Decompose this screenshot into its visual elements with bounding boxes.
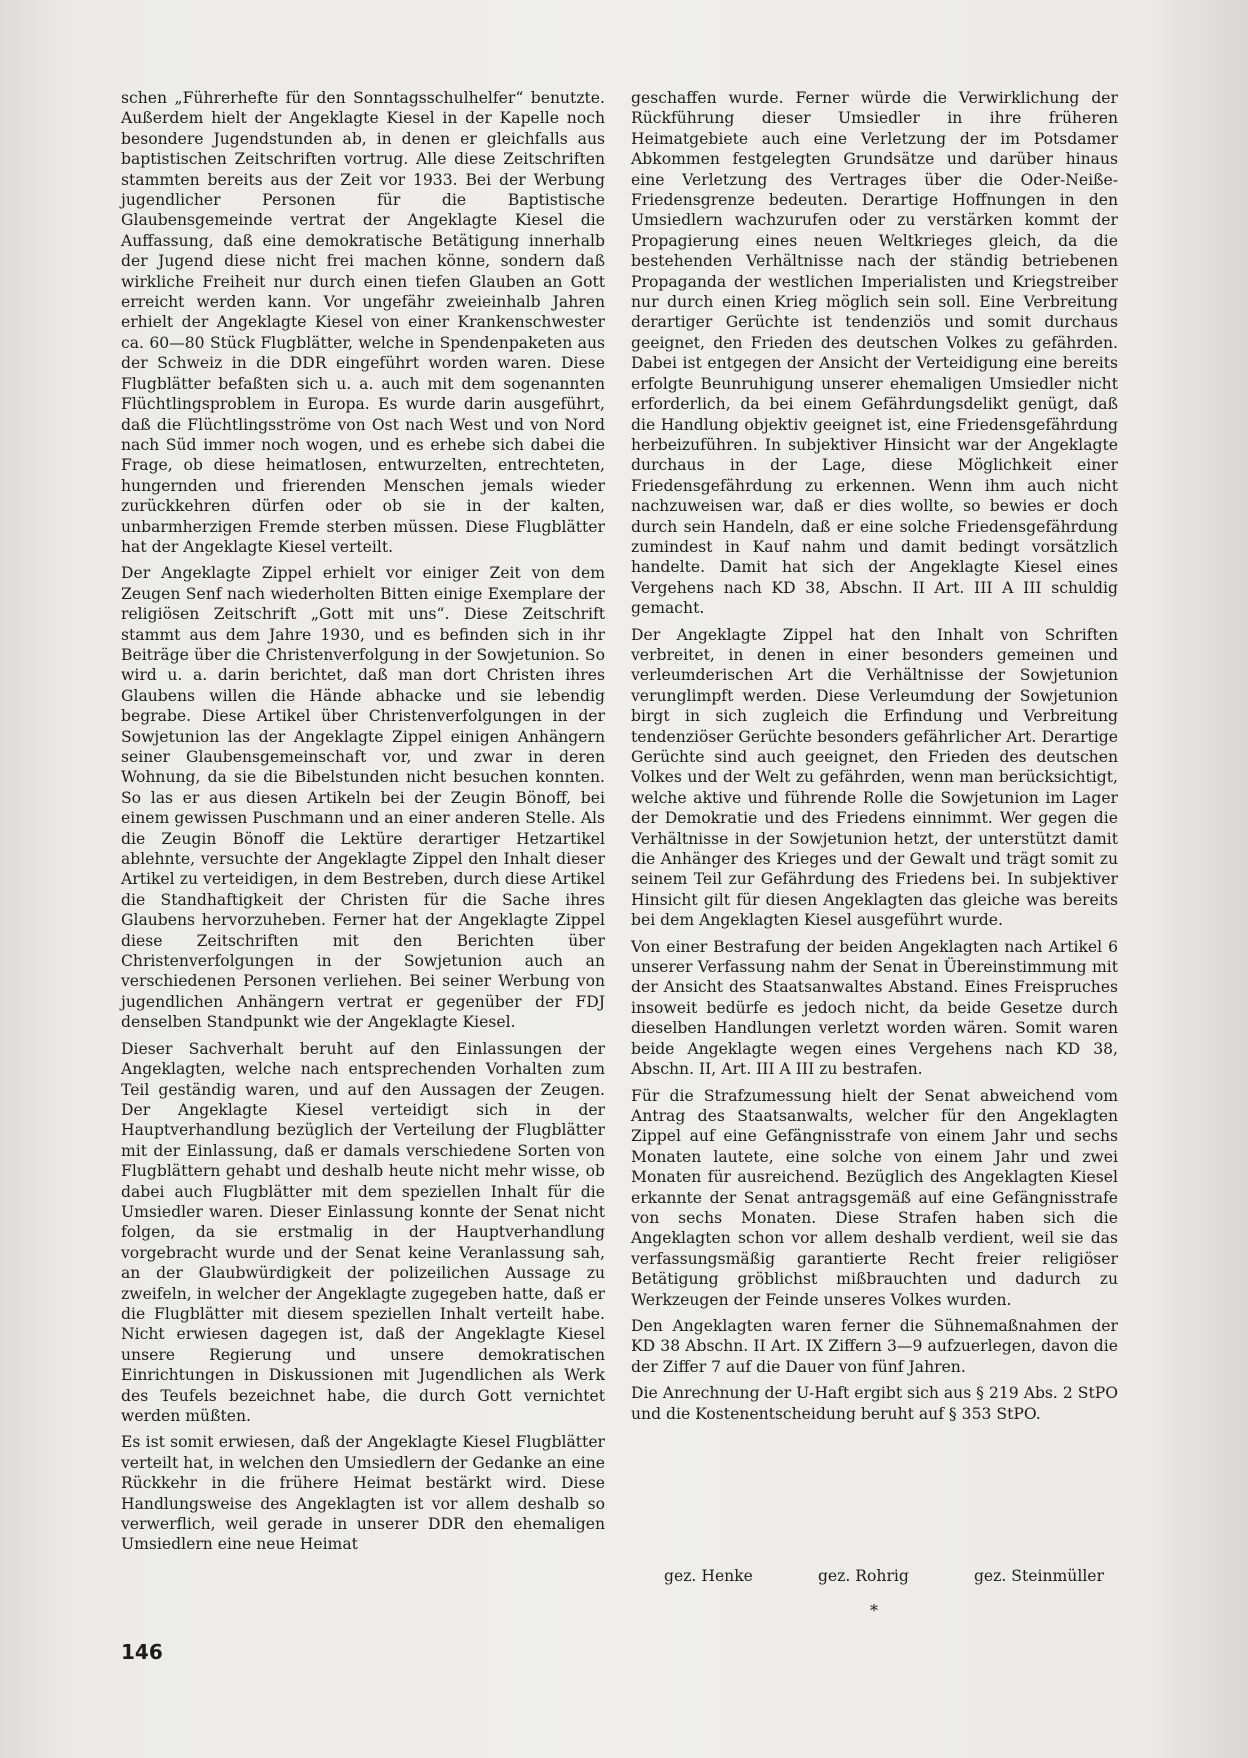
- section-separator: *: [870, 1601, 878, 1620]
- paragraph: Der Angeklagte Zippel erhielt vor einiger Zeit von dem Zeugen Senf nach wiederholten Bitten einige Exemplare der religiösen Zeitschrift „Gott mit uns“. Diese Zeitschrift stammt aus dem Jahre 1930, und es befinden sich in ihr Beiträge über die Christenverfolgung in der Sowjetunion. So wird u. a. darin berichtet, daß man dort Christen ihres Glaubens willen die Hände abhacke und sie lebendig begrabe. Diese Artikel über Christenverfolgungen in der Sowjetunion las der Angeklagte Zippel einigen Anhängern seiner Glaubensgemeinschaft vor, und zwar in deren Wohnung, da sie die Bibelstunden nicht besuchen konnten. So las er aus diesen Artikeln bei der Zeugin Bönoff, bei einem gewissen Puschmann und an einer anderen Stelle. Als die Zeugin Bönoff die Lektüre derartiger Hetzartikel ablehnte, versuchte der Angeklagte Zippel den Inhalt dieser Artikel zu verteidigen, in dem Bestreben, durch diese Artikel die Standhaftigkeit der Christen für die Sache ihres Glaubens hervorzuheben. Ferner hat der Angeklagte Zippel diese Zeitschriften mit den Berichten über Christenverfolgungen in der Sowjetunion auch an verschiedenen Personen verliehen. Bei seiner Werbung von jugendlichen Anhängern vertrat er gegenüber der FDJ denselben Standpunkt wie der Angeklagte Kiesel.: [121, 564, 605, 1032]
- right-text-column: [631, 88, 1118, 1430]
- paragraph: Die Anrechnung der U-Haft ergibt sich aus § 219 Abs. 2 StPO und die Kostenentscheidung beruht auf § 353 StPO.: [631, 1384, 1118, 1423]
- paragraph: Dieser Sachverhalt beruht auf den Einlassungen der Angeklagten, welche nach entsprechenden Vorhalten zum Teil geständig waren, und auf den Aussagen der Zeugen. Der Angeklagte Kiesel verteidigt sich in der Hauptverhandlung bezüglich der Verteilung der Flugblätter mit der Einlassung, daß er damals verschiedene Sorten von Flugblättern gehabt und deshalb heute nicht mehr wisse, ob dabei auch Flugblätter mit dem speziellen Inhalt für die Umsiedler waren. Dieser Einlassung konnte der Senat nicht folgen, da sie erstmalig in der Hauptverhandlung vorgebracht wurde und der Senat keine Veranlassung sah, an der Glaubwürdigkeit der polizeilichen Aussage zu zweifeln, in welcher der Angeklagte zugegeben hatte, daß er die Flugblätter mit diesem speziellen Inhalt verteilt habe. Nicht erwiesen dagegen ist, daß der Angeklagte Kiesel unsere Regierung und unsere demokratischen Einrichtungen in Diskussionen mit Jugendlichen als Werk des Teufels bezeichnet habe, die durch Gott vernichtet werden müßten.: [121, 1039, 605, 1425]
- paragraph: Von einer Bestrafung der beiden Angeklagten nach Artikel 6 unserer Verfassung nahm der Senat in Übereinstimmung mit der Ansicht des Staatsanwaltes Abstand. Eines Freispruches insoweit bedürfe es jedoch nicht, da beide Gesetze durch dieselben Handlungen verletzt worden wären. Somit waren beide Angeklagte wegen eines Vergehens nach KD 38, Abschn. II, Art. III A III zu bestrafen.: [631, 937, 1118, 1079]
- paragraph: Es ist somit erwiesen, daß der Angeklagte Kiesel Flugblätter verteilt hat, in welchen den Umsiedlern der Gedanke an eine Rückkehr in die frühere Heimat bestärkt wird. Diese Handlungsweise des Angeklagten ist vor allem deshalb so verwerflich, weil gerade in unserer DDR den ehemaligen Umsiedlern eine neue Heimat: [121, 1433, 605, 1554]
- left-text-column: [121, 88, 605, 1561]
- signature: gez. Henke: [664, 1567, 753, 1585]
- signature-line: [664, 1567, 1104, 1585]
- paragraph: Der Angeklagte Zippel hat den Inhalt von Schriften verbreitet, in denen in einer besonders gemeinen und verleumderischen Art die Verhältnisse der Sowjetunion verunglimpft werden. Diese Verleumdung der Sowjetunion birgt in sich zugleich die Erfindung und Verbreitung tendenziöser Gerüchte besonders gefährlicher Art. Derartige Gerüchte sind auch geeignet, den Frieden des deutschen Volkes und der Welt zu gefährden, wenn man berücksichtigt, welche aktive und führende Rolle die Sowjetunion im Lager der Demokratie und des Friedens einnimmt. Wer gegen die Verhältnisse in der Sowjetunion hetzt, der unterstützt damit die Anhänger des Krieges und der Gewalt und trägt somit zu seinem Teil zur Gefährdung des Friedens bei. In subjektiver Hinsicht gilt für diesen Angeklagten das gleiche was bereits bei dem Angeklagten Kiesel ausgeführt wurde.: [631, 625, 1118, 930]
- signature: gez. Rohrig: [817, 1567, 909, 1585]
- paragraph: Für die Strafzumessung hielt der Senat abweichend vom Antrag des Staatsanwalts, welcher für den Angeklagten Zippel auf eine Gefängnisstrafe von einem Jahr und sechs Monaten lautete, eine solche von einem Jahr und zwei Monaten für ausreichend. Bezüglich des Angeklagten Kiesel erkannte der Senat antragsgemäß auf eine Gefängnisstrafe von sechs Monaten. Diese Strafen haben sich die Angeklagten schon vor allem deshalb verdient, weil sie das verfassungsmäßig garantierte Recht freier religiöser Betätigung gröblichst mißbrauchten und dadurch zu Werkzeugen der Feinde unseres Volkes wurden.: [631, 1086, 1118, 1309]
- paragraph: geschaffen wurde. Ferner würde die Verwirklichung der Rückführung dieser Umsiedler in ihre früheren Heimatgebiete auch eine Verletzung der im Potsdamer Abkommen festgelegten Grundsätze und darüber hinaus eine Verletzung des Vertrages über die Oder-Neiße-Friedensgrenze bedeuten. Derartige Hoffnungen in den Umsiedlern wachzurufen oder zu verstärken kommt der Propagierung eines neuen Weltkrieges gleich, da die bestehenden Verhältnisse nach der ständig betriebenen Propaganda der westlichen Imperialisten und Kriegstreiber nur durch einen Krieg möglich sein soll. Eine Verbreitung derartiger Gerüchte ist tendenziös und somit durchaus geeignet, den Frieden des deutschen Volkes zu gefährden. Dabei ist entgegen der Ansicht der Verteidigung eine bereits erfolgte Beunruhigung unserer ehemaligen Umsiedler nicht erforderlich, da bei einem Gefährdungsdelikt genügt, daß die Handlung objektiv geeignet ist, eine Friedensgefährdung herbeizuführen. In subjektiver Hinsicht war der Angeklagte durchaus in der Lage, diese Möglichkeit einer Friedensgefährdung zu erkennen. Wenn ihm auch nicht nachzuweisen war, daß er dies wollte, so bewies er doch durch sein Handeln, daß er eine solche Friedensgefährdung zumindest in Kauf nahm und damit bedingt vorsätzlich handelte. Damit hat sich der Angeklagte Kiesel eines Vergehens nach KD 38, Abschn. II Art. III A III schuldig gemacht.: [631, 89, 1118, 618]
- paragraph: Den Angeklagten waren ferner die Sühnemaßnahmen der KD 38 Abschn. II Art. IX Ziffern 3—9 aufzuerlegen, davon die der Ziffer 7 auf die Dauer von fünf Jahren.: [631, 1316, 1118, 1376]
- paragraph: schen „Führerhefte für den Sonntagsschulhelfer“ benutzte. Außerdem hielt der Angeklagte Kiesel in der Kapelle noch besondere Jugendstunden ab, in denen er gleichfalls aus baptistischen Zeitschriften vortrug. Alle diese Zeitschriften stammten bereits aus der Zeit vor 1933. Bei der Werbung jugendlicher Personen für die Baptistische Glaubensgemeinde vertrat der Angeklagte Kiesel die Auffassung, daß eine demokratische Betätigung innerhalb der Jugend diese nicht frei machen könne, sondern daß wirkliche Freiheit nur durch einen tiefen Glauben an Gott erreicht werden kann. Vor ungefähr zweieinhalb Jahren erhielt der Angeklagte Kiesel von einer Krankenschwester ca. 60—80 Stück Flugblätter, welche in Spendenpaketen aus der Schweiz in die DDR eingeführt worden waren. Diese Flugblätter befaßten sich u. a. auch mit dem sogenannten Flüchtlingsproblem in Europa. Es wurde darin ausgeführt, daß die Flüchtlingsströme von Ost nach West und von Nord nach Süd immer noch wogen, und es erhebe sich dabei die Frage, ob diese heimatlosen, entwurzelten, entrechteten, hungernden und frierenden Menschen jemals wieder zurückkehren dürfen oder ob sie in der kalten, unbarmherzigen Fremde sterben müssen. Diese Flugblätter hat der Angeklagte Kiesel verteilt.: [121, 89, 605, 556]
- signature: gez. Steinmüller: [973, 1567, 1104, 1585]
- page-number: 146: [121, 1640, 163, 1664]
